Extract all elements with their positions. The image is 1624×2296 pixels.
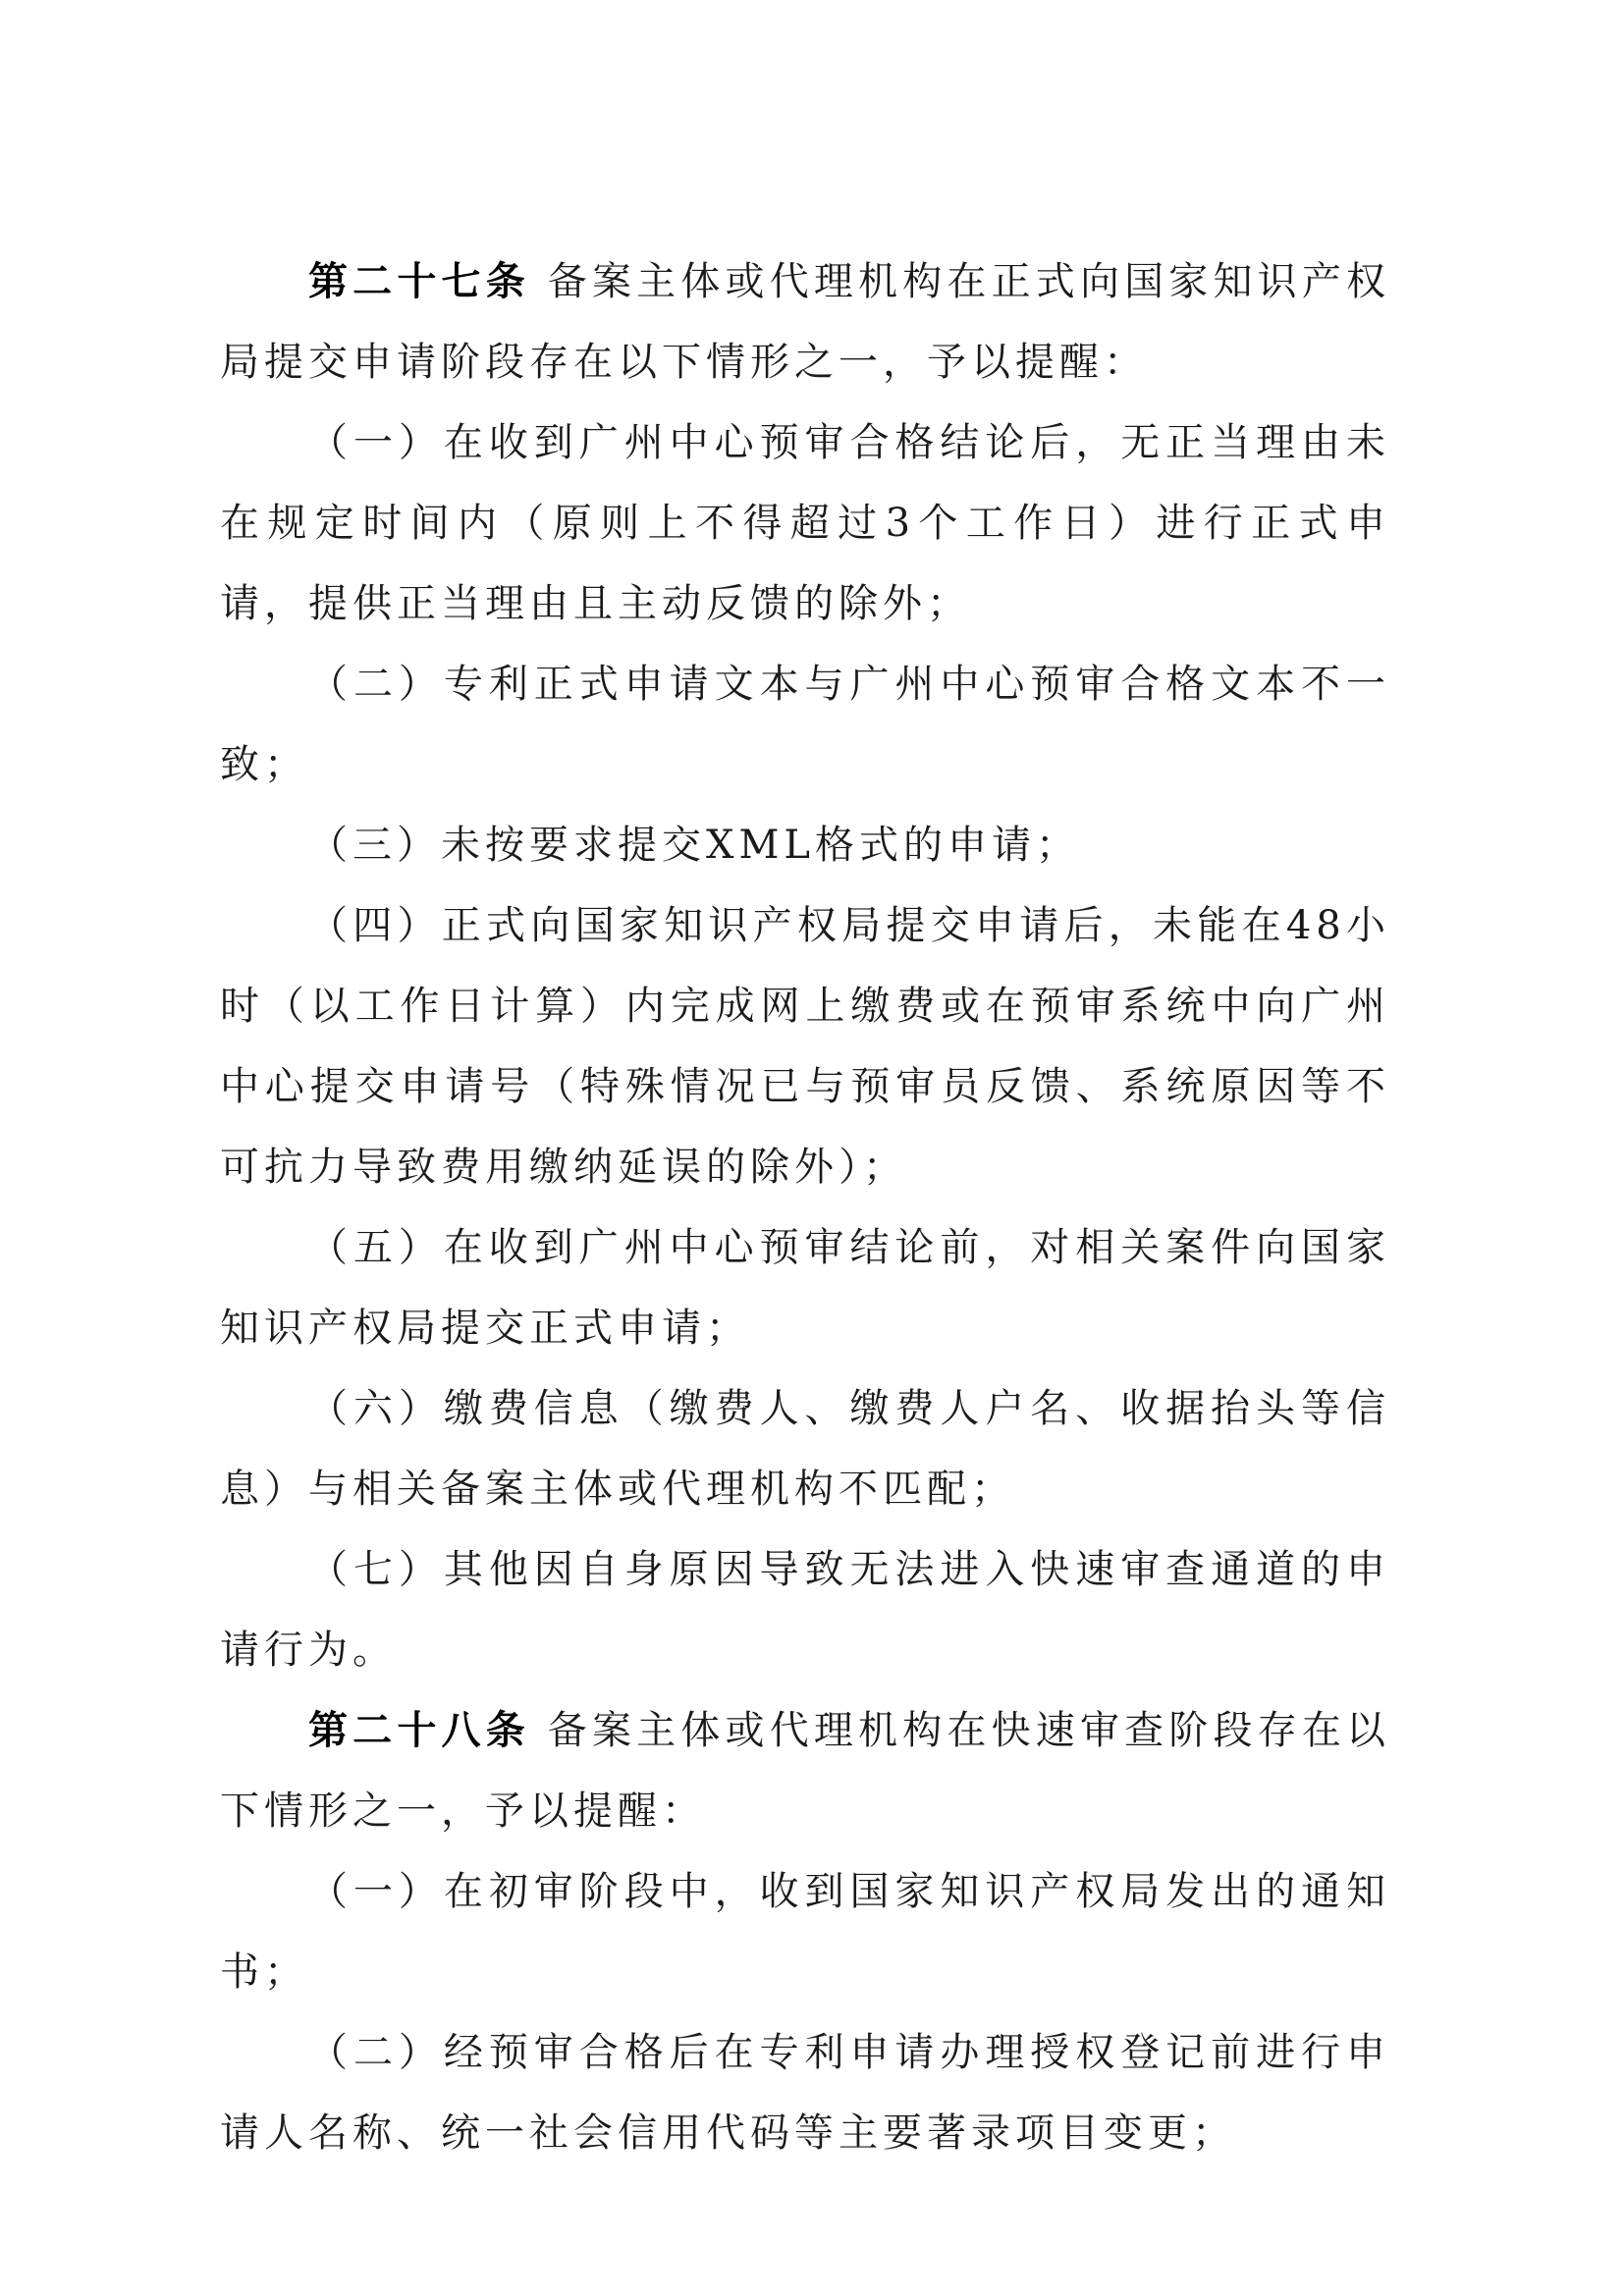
- document-body: [220, 241, 1390, 2173]
- article-28-intro: [220, 1690, 1390, 1851]
- article-27-item-7: （七）其他因自身原因导致无法进入快速审查通道的申请行为。: [220, 1547, 1390, 1673]
- article-27-item-6: （六）缴费信息（缴费人、缴费人户名、收据抬头等信息）与相关备案主体或代理机构不匹配；: [220, 1386, 1390, 1512]
- article-27-intro-text: 备案主体或代理机构在正式向国家知识产权局提交申请阶段存在以下情形之一，予以提醒：: [220, 259, 1391, 385]
- article-27-item-5: （五）在收到广州中心预审结论前，对相关案件向国家知识产权局提交正式申请；: [220, 1225, 1390, 1351]
- article-28-item-1: （一）在初审阶段中，收到国家知识产权局发出的通知书；: [220, 1869, 1390, 1995]
- article-27-intro: [220, 241, 1390, 402]
- article-27-title: 第二十七条: [308, 259, 530, 304]
- article-27-item-1: （一）在收到广州中心预审合格结论后，无正当理由未在规定时间内（原则上不得超过3个工作日）进行正式申请，提供正当理由且主动反馈的除外；: [220, 420, 1390, 626]
- article-28-item-2: （二）经预审合格后在专利申请办理授权登记前进行申请人名称、统一社会信用代码等主要著录项目变更；: [220, 2030, 1390, 2156]
- article-27-item-4: （四）正式向国家知识产权局提交申请后，未能在48小时（以工作日计算）内完成网上缴费或在预审系统中向广州中心提交申请号（特殊情况已与预审员反馈、系统原因等不可抗力导致费用缴纳延误的除外）；: [220, 903, 1390, 1190]
- article-27-item-2: （二）专利正式申请文本与广州中心预审合格文本不一致；: [220, 662, 1390, 787]
- article-28-intro-text: 备案主体或代理机构在快速审查阶段存在以下情形之一，予以提醒：: [220, 1708, 1391, 1834]
- article-28-title: 第二十八条: [308, 1708, 530, 1753]
- article-27-item-3: （三）未按要求提交XML格式的申请；: [308, 823, 1080, 868]
